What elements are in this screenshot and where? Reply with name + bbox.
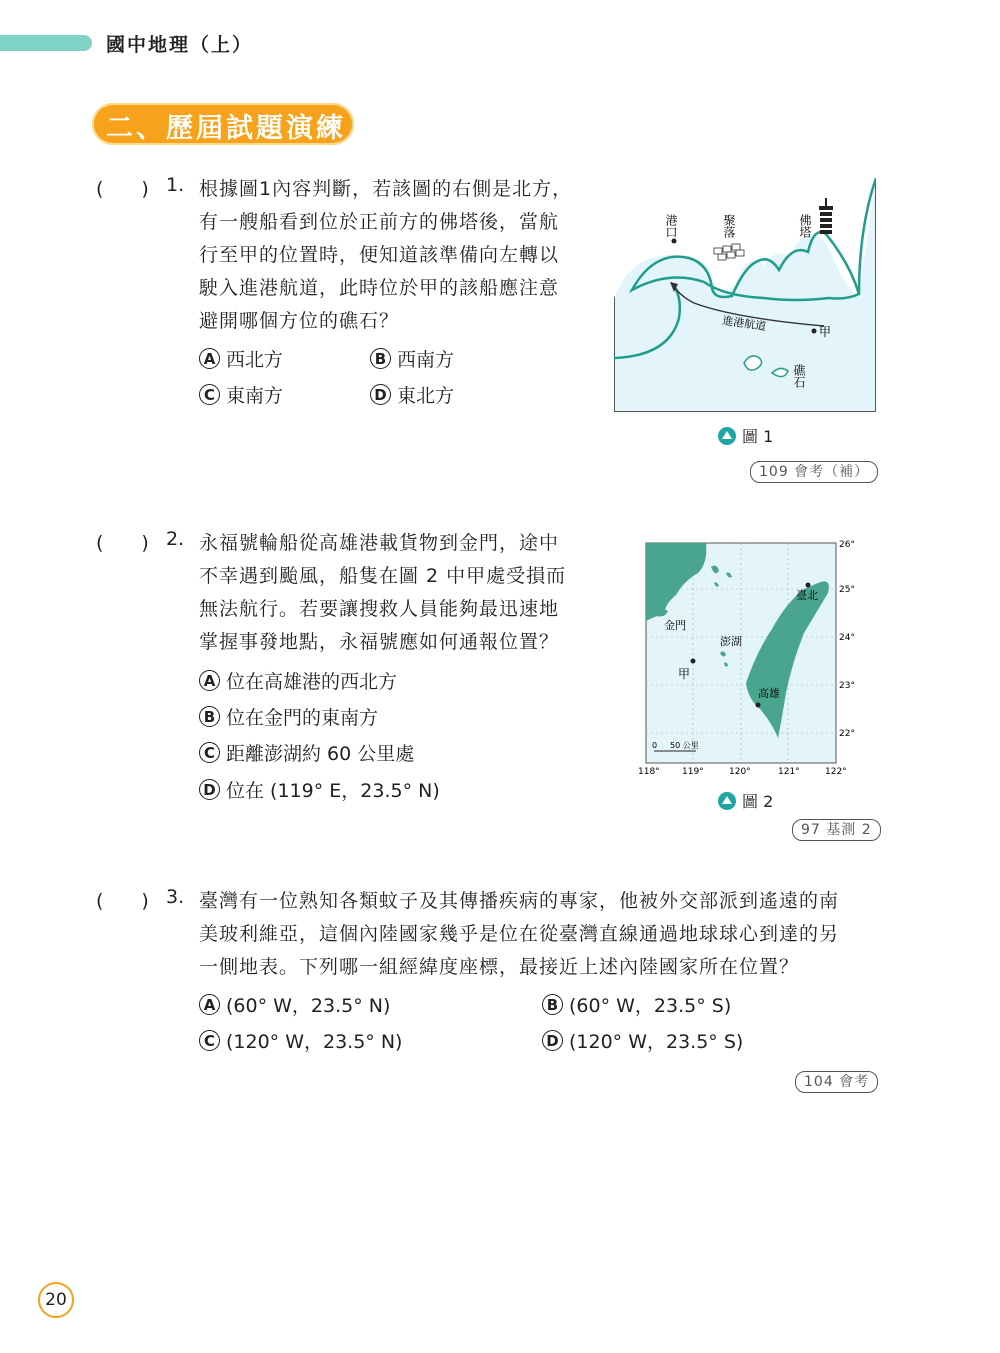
figure-2-taiwan-map <box>636 533 866 778</box>
village-label: 聚落 <box>722 214 736 238</box>
question-number: 3. <box>166 886 185 908</box>
kaohsiung-dot <box>756 703 761 708</box>
option-text: (120° W，23.5° N) <box>226 1031 403 1053</box>
port-label: 港口 <box>664 214 678 238</box>
option-text: 西南方 <box>397 349 455 371</box>
lon-tick: 122° <box>825 767 847 777</box>
option-c[interactable] <box>199 1027 402 1054</box>
question-text-line: 行至甲的位置時，便知道該準備向左轉以 <box>199 244 560 266</box>
option-text: 位在高雄港的西北方 <box>226 671 398 693</box>
lon-tick: 119° <box>682 767 704 777</box>
taipei-label: 臺北 <box>796 589 818 602</box>
scale-zero: 0 <box>652 741 658 750</box>
lat-tick: 25° <box>839 585 855 595</box>
answer-paren[interactable]: ( ) <box>96 178 149 200</box>
option-text: (60° W，23.5° N) <box>226 995 391 1017</box>
jia-label: 甲 <box>678 667 691 681</box>
option-text: 位在 (119° E，23.5° N) <box>226 780 440 802</box>
question-source-badge: 97 基測 2 <box>792 819 881 841</box>
reef-label: 礁石 <box>792 364 806 388</box>
option-letter: D <box>370 384 391 405</box>
figure-2-caption <box>718 789 773 812</box>
option-letter: C <box>199 1030 220 1051</box>
question-text-line: 臺灣有一位熟知各類蚊子及其傳播疾病的專家，他被外交部派到遙遠的南 <box>199 890 840 912</box>
figure-1-caption <box>718 424 773 447</box>
option-b[interactable] <box>370 345 454 372</box>
option-a[interactable] <box>199 991 390 1018</box>
lon-tick: 121° <box>778 767 800 777</box>
question-text-line: 不幸遇到颱風，船隻在圖 2 中甲處受損而 <box>199 565 567 587</box>
pagoda-label: 佛塔 <box>798 214 812 238</box>
option-text: 距離澎湖約 60 公里處 <box>226 743 415 765</box>
option-letter: D <box>199 779 220 800</box>
option-c[interactable] <box>199 381 283 408</box>
page-number: 20 <box>38 1282 74 1318</box>
kinmen-label: 金門 <box>664 619 686 632</box>
option-letter: A <box>199 348 220 369</box>
question-number: 2. <box>166 528 185 550</box>
question-source-badge: 109 會考（補） <box>750 461 878 483</box>
figure-triangle-icon <box>718 792 736 810</box>
lon-tick: 120° <box>729 767 751 777</box>
jia-dot <box>691 659 696 664</box>
option-d[interactable] <box>199 776 440 803</box>
option-text: 東南方 <box>226 385 284 407</box>
option-letter: D <box>542 1030 563 1051</box>
lon-tick: 118° <box>638 767 660 777</box>
penghu-label: 澎湖 <box>720 635 742 648</box>
question-number: 1. <box>166 174 185 196</box>
book-title: 國中地理（上） <box>106 34 254 56</box>
option-text: 西北方 <box>226 349 284 371</box>
option-letter: A <box>199 994 220 1015</box>
question-text-line: 有一艘船看到位於正前方的佛塔後，當航 <box>199 211 560 233</box>
question-text-line: 避開哪個方位的礁石？ <box>199 310 400 332</box>
scale-label: 50 公里 <box>670 741 699 750</box>
header-accent-bar <box>0 35 92 51</box>
lat-tick: 23° <box>839 681 855 691</box>
option-b[interactable] <box>542 991 731 1018</box>
figure-1-harbor-map <box>614 178 876 412</box>
question-text-line: 無法航行。若要讓搜救人員能夠最迅速地 <box>199 598 560 620</box>
option-letter: A <box>199 670 220 691</box>
figure-triangle-icon <box>718 427 736 445</box>
channel-label: 進港航道 <box>721 314 767 334</box>
question-text-line: 駛入進港航道，此時位於甲的該船應注意 <box>199 277 560 299</box>
section-title: 二、歷屆試題演練 <box>106 113 346 144</box>
lat-tick: 24° <box>839 633 855 643</box>
option-a[interactable] <box>199 345 283 372</box>
lat-tick: 26° <box>839 540 855 550</box>
option-text: (60° W，23.5° S) <box>569 995 732 1017</box>
option-d[interactable] <box>542 1027 743 1054</box>
option-b[interactable] <box>199 703 378 730</box>
taipei-dot <box>806 583 811 588</box>
option-a[interactable] <box>199 667 397 694</box>
lat-tick: 22° <box>839 729 855 739</box>
option-letter: B <box>542 994 563 1015</box>
question-text-line: 一側地表。下列哪一組經緯度座標，最接近上述內陸國家所在位置？ <box>199 956 800 978</box>
figure-caption-text: 圖 1 <box>742 427 774 446</box>
port-dot <box>672 239 677 244</box>
answer-paren[interactable]: ( ) <box>96 532 149 554</box>
option-text: 東北方 <box>397 385 455 407</box>
question-text-line: 根據圖1內容判斷，若該圖的右側是北方， <box>199 178 573 200</box>
option-text: (120° W，23.5° S) <box>569 1031 744 1053</box>
option-c[interactable] <box>199 739 414 766</box>
option-letter: B <box>199 706 220 727</box>
jia-dot <box>812 329 817 334</box>
answer-paren[interactable]: ( ) <box>96 890 149 912</box>
question-source-badge: 104 會考 <box>795 1071 878 1093</box>
option-text: 位在金門的東南方 <box>226 707 379 729</box>
kaohsiung-label: 高雄 <box>758 687 780 700</box>
option-d[interactable] <box>370 381 454 408</box>
question-text-line: 美玻利維亞，這個內陸國家幾乎是位在從臺灣直線通過地球球心到達的另 <box>199 923 840 945</box>
jia-label: 甲 <box>819 325 832 339</box>
question-text-line: 掌握事發地點，永福號應如何通報位置？ <box>199 631 560 653</box>
question-text-line: 永福號輪船從高雄港載貨物到金門，途中 <box>199 532 560 554</box>
option-letter: B <box>370 348 391 369</box>
option-letter: C <box>199 742 220 763</box>
figure-caption-text: 圖 2 <box>742 792 774 811</box>
option-letter: C <box>199 384 220 405</box>
